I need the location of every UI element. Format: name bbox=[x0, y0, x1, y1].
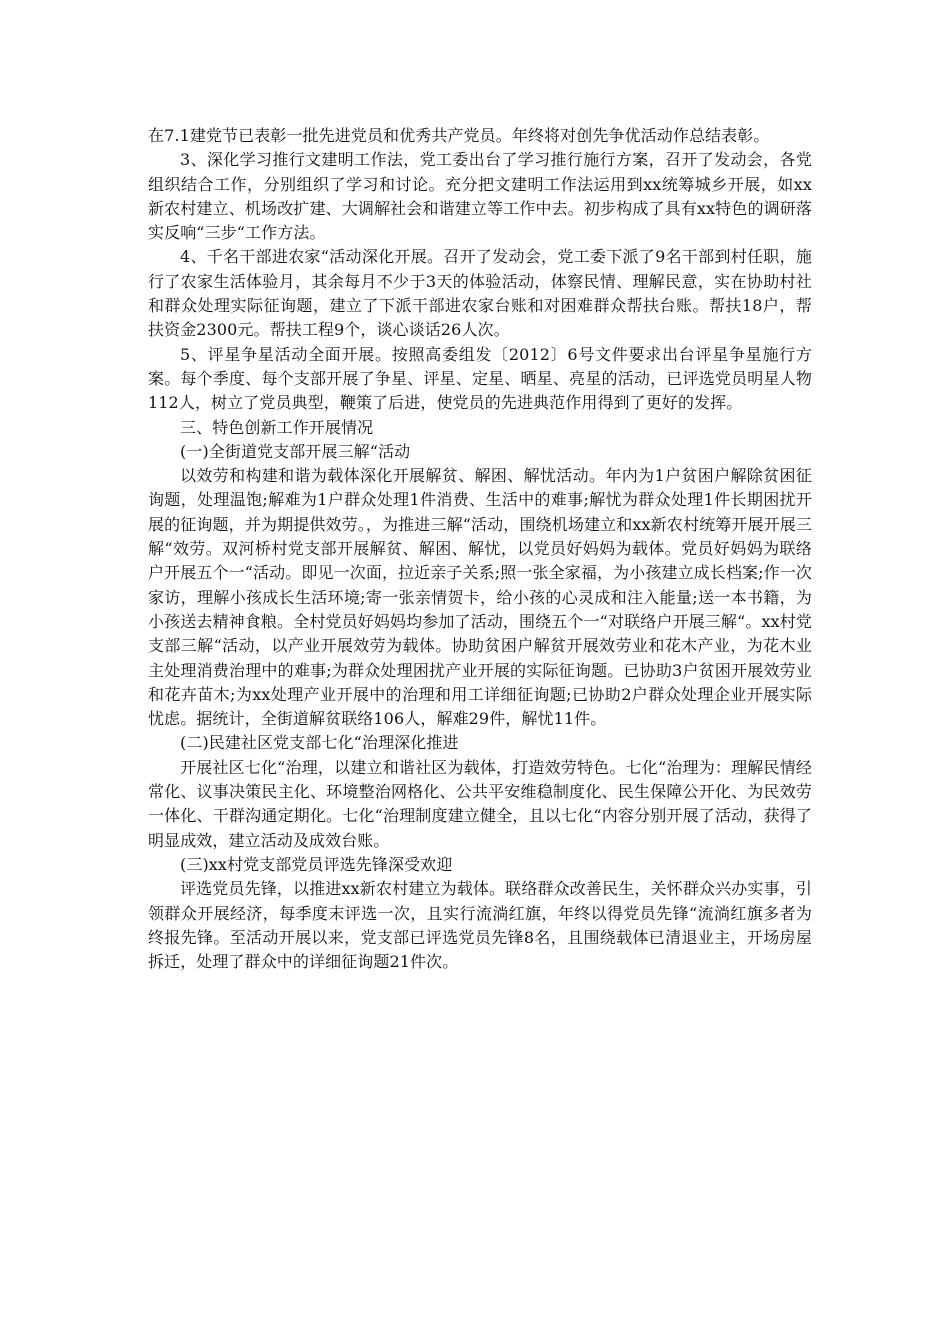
paragraph-commendation: 在7.1建党节已表彰一批先进党员和优秀共产党员。年终将对创先争优活动作总结表彰。 bbox=[148, 126, 770, 145]
paragraph-item-5: 5、评星争星活动全面开展。按照高委组发〔2012〕6号文件要求出台评星争星施行方案。每个季度、每个支部开展了争星、评星、定星、晒星、亮星的活动，已评选党员明星人物112人，树立了党员典型，鞭策了后进，使党员的先进典范作用得到了更好的发挥。 bbox=[148, 344, 812, 413]
paragraph-subsection-2: 开展社区七化“治理，以建立和谐社区为载体，打造效劳特色。七化“治理为：理解民情经常化、议事决策民主化、环境整治网格化、公共平安维稳制度化、民生保障公开化、为民效劳一体化、干群沟通定期化。七化“治理制度建立健全，且以七化“内容分别开展了活动，获得了明显成效，建立活动及成效台账。 bbox=[148, 757, 812, 850]
subheading-2: (二)民建社区党支部七化“治理深化推进 bbox=[180, 733, 459, 753]
paragraph-subsection-3: 评选党员先锋，以推进xx新农村建立为载体。联络群众改善民生，关怀群众兴办实事，引领群众开展经济，每季度末评选一次，且实行流淌红旗，年终以得党员先锋“流淌红旗多者为终报先锋。至活动开展以来，党支部已评选党员先锋8名，且围绕载体已清退业主，开场房屋拆迁，处理了群众中的详细征询题21件次。 bbox=[148, 879, 812, 972]
paragraph-item-4: 4、千名干部进农家“活动深化开展。召开了发动会，党工委下派了9名干部到村任职，施行了农家生活体验月，其余每月不少于3天的体验活动，体察民情、理解民意，实在协助村社和群众处理实际征询题，建立了下派干部进农家台账和对困难群众帮扶台账。帮扶18户，帮扶资金2300元。帮扶工程9个，谈心谈话26人次。 bbox=[148, 247, 812, 340]
subheading-3: (三)xx村党支部党员评选先锋深受欢迎 bbox=[180, 854, 453, 874]
subheading-1: (一)全街道党支部开展三解“活动 bbox=[180, 441, 411, 461]
paragraph-subsection-1: 以效劳和构建和谐为载体深化开展解贫、解困、解忧活动。年内为1户贫困户解除贫困征询题，处理温饱;解难为1户群众处理1件消费、生活中的难事;解忧为群众处理1件长期困扰开展的征询题，并为期提供效劳。，为推进三解“活动，围绕机场建立和xx新农村统筹开展开展三解“效劳。双河桥村党支部开展解贫、解困、解忧，以党员好妈妈为载体。党员好妈妈为联络户开展五个一“活动。即见一次面，拉近亲子关系;照一张全家福，为小孩建立成长档案;作一次家访，理解小孩成长生活环境;寄一张亲情贺卡，给小孩的心灵成和注入能量;送一本书籍，为小孩送去精神食粮。全村党员好妈妈均参加了活动，围绕五个一“对联络户开展三解“。xx村党支部三解“活动，以产业开展效劳为载体。协助贫困户解贫开展效劳业和花木产业，为花木业主处理消费治理中的难事;为群众处理困扰产业开展的实际征询题。已协助3户贫困开展效劳业和花卉苗木;为xx处理产业开展中的治理和用工详细征询题;已协助2户群众处理企业开展实际忧虑。据统计，全街道解贫联络106人，解难29件，解忧11件。 bbox=[148, 466, 812, 729]
document-body bbox=[148, 124, 812, 974]
paragraph-item-3: 3、深化学习推行文建明工作法，党工委出台了学习推行施行方案，召开了发动会，各党组织结合工作，分别组织了学习和讨论。充分把文建明工作法运用到xx统筹城乡开展，如xx新农村建立、机场改扩建、大调解社会和谐建立等工作中去。初步构成了具有xx特色的调研落实反响“三步“工作方法。 bbox=[148, 150, 812, 243]
section-heading-3: 三、特色创新工作开展情况 bbox=[180, 417, 374, 437]
